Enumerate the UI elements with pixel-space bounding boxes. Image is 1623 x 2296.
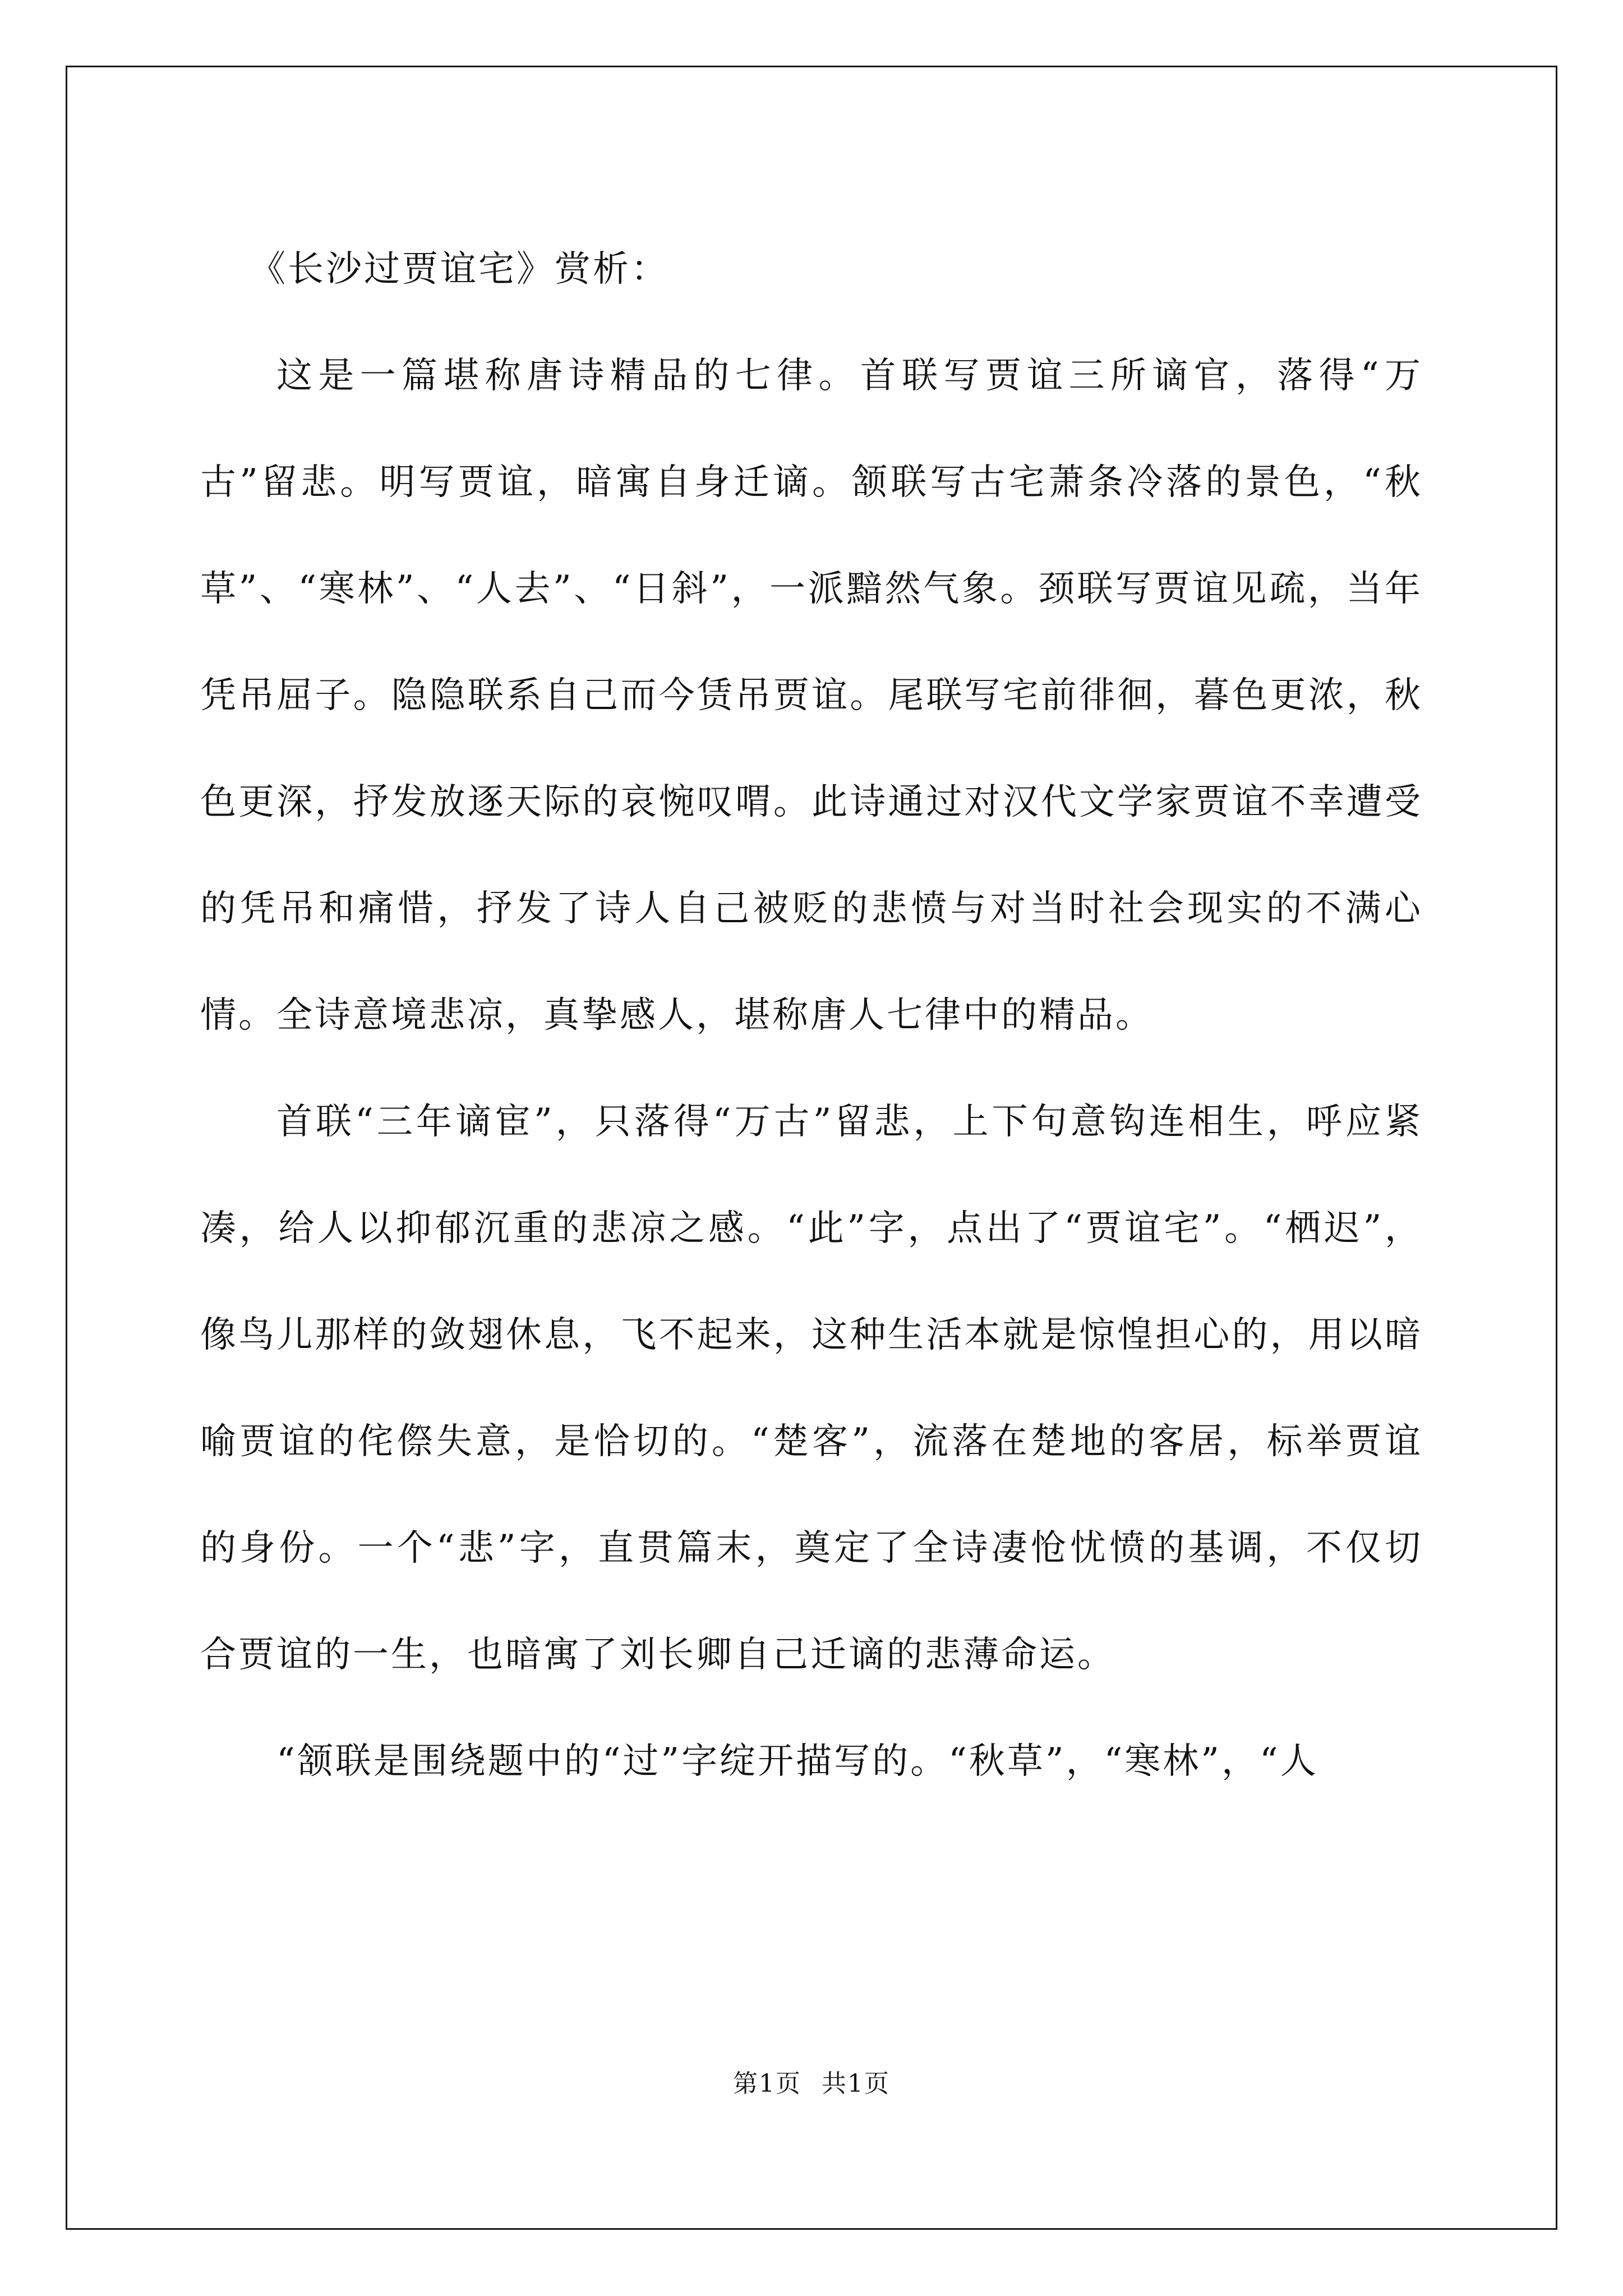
page-number: 第1页 <box>733 2069 801 2098</box>
page-footer <box>0 2063 1623 2099</box>
paragraph-1: 这是一篇堪称唐诗精品的七律。首联写贾谊三所谪官，落得“万古”留悲。明写贾谊，暗寓自身迁谪。颔联写古宅萧条冷落的景色，“秋草”、“寒林”、“人去”、“日斜”，一派黯然气象。颈联写贾谊见疏，当年凭吊屈子。隐隐联系自己而今赁吊贾谊。尾联写宅前徘徊，暮色更浓，秋色更深，抒发放逐天际的哀惋叹喟。此诗通过对汉代文学家贾谊不幸遭受的凭吊和痛惜，抒发了诗人自己被贬的悲愤与对当时社会现实的不满心情。全诗意境悲凉，真挚感人，堪称唐人七律中的精品。 <box>200 355 1423 1036</box>
paragraph-3: “颔联是围绕题中的“过”字绽开描写的。“秋草”，“寒林”，“人 <box>276 1741 1318 1782</box>
page-total: 共1页 <box>822 2069 890 2098</box>
document-body <box>200 216 1423 1815</box>
document-heading: 《长沙过贾谊宅》赏析： <box>250 249 669 290</box>
paragraph-2: 首联“三年谪宦”，只落得“万古”留悲，上下句意钩连相生，呼应紧凑，给人以抑郁沉重的悲凉之感。“此”字，点出了“贾谊宅”。“栖迟”，像鸟儿那样的敛翅休息，飞不起来，这种生活本就是惊惶担心的，用以暗喻贾谊的侘傺失意，是恰切的。“楚客”，流落在楚地的客居，标举贾谊的身份。一个“悲”字，直贯篇末，奠定了全诗凄怆忧愤的基调，不仅切合贾谊的一生，也暗寓了刘长卿自己迁谪的悲薄命运。 <box>200 1101 1423 1676</box>
